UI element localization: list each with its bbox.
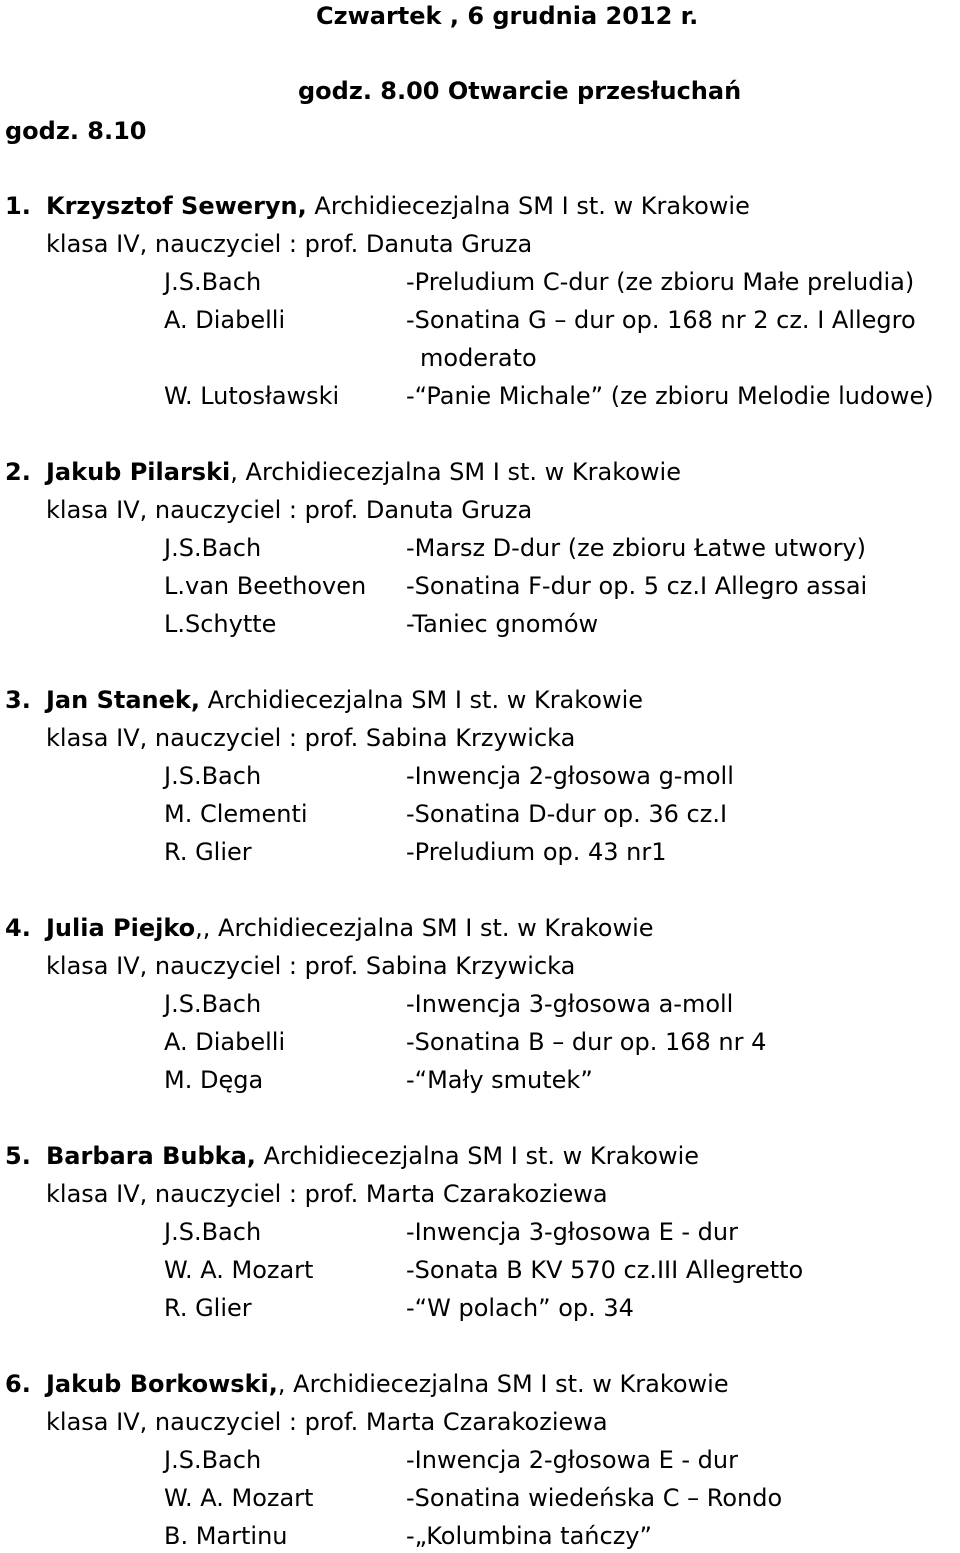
entry-number: 5.	[5, 1142, 31, 1170]
work-title: -“Mały smutek”	[406, 1066, 593, 1094]
repertoire-item	[0, 1521, 960, 1551]
school-name: Archidiecezjalna SM I st. w Krakowie	[199, 686, 644, 714]
repertoire-item	[0, 533, 960, 563]
work-title: -Preludium op. 43 nr1	[406, 838, 667, 866]
repertoire-item	[0, 989, 960, 1019]
repertoire-item	[0, 305, 960, 335]
work-title: -Inwencja 2-głosowa g-moll	[406, 762, 734, 790]
opening-time-heading: godz. 8.00 Otwarcie przesłuchań	[298, 77, 742, 105]
composer-name: A. Diabelli	[164, 306, 286, 334]
work-title: -Sonatina G – dur op. 168 nr 2 cz. I Allegro	[406, 306, 916, 334]
document-date-heading: Czwartek , 6 grudnia 2012 r.	[316, 2, 699, 30]
composer-name: J.S.Bach	[164, 268, 262, 296]
composer-name: M. Dęga	[164, 1066, 264, 1094]
performer-name: Jakub Pilarski	[46, 458, 231, 486]
repertoire-item	[0, 799, 960, 829]
work-title: -Inwencja 3-głosowa a-moll	[406, 990, 734, 1018]
entry-number: 3.	[5, 686, 31, 714]
repertoire-item-continuation	[0, 343, 960, 373]
work-title: -„Kolumbina tańczy”	[406, 1522, 652, 1550]
repertoire-item	[0, 837, 960, 867]
repertoire-item	[0, 267, 960, 297]
work-title: -Sonatina wiedeńska C – Rondo	[406, 1484, 783, 1512]
repertoire-item	[0, 1027, 960, 1057]
entry-number: 1.	[5, 192, 31, 220]
performer-name: Krzysztof Seweryn,	[46, 192, 307, 220]
work-title: moderato	[420, 344, 537, 372]
composer-name: A. Diabelli	[164, 1028, 286, 1056]
entry-number: 4.	[5, 914, 31, 942]
performer-name: Jan Stanek,	[46, 686, 200, 714]
teacher-line: klasa IV, nauczyciel : prof. Sabina Krzywicka	[46, 952, 576, 980]
teacher-line: klasa IV, nauczyciel : prof. Danuta Gruza	[46, 230, 533, 258]
repertoire-item	[0, 1065, 960, 1095]
repertoire-item	[0, 1445, 960, 1475]
entry-number: 2.	[5, 458, 31, 486]
work-title: -“W polach” op. 34	[406, 1294, 634, 1322]
composer-name: L.van Beethoven	[164, 572, 367, 600]
composer-name: W. Lutosławski	[164, 382, 340, 410]
performer-line	[46, 1369, 729, 1399]
teacher-line: klasa IV, nauczyciel : prof. Sabina Krzywicka	[46, 724, 576, 752]
work-title: -Preludium C-dur (ze zbioru Małe preludia)	[406, 268, 915, 296]
repertoire-item	[0, 761, 960, 791]
start-time-heading: godz. 8.10	[5, 117, 147, 145]
composer-name: W. A. Mozart	[164, 1484, 314, 1512]
school-name: Archidiecezjalna SM I st. w Krakowie	[306, 192, 750, 220]
performer-line	[46, 191, 750, 221]
work-title: -Inwencja 3-głosowa E - dur	[406, 1218, 738, 1246]
work-title: -Inwencja 2-głosowa E - dur	[406, 1446, 738, 1474]
composer-name: M. Clementi	[164, 800, 308, 828]
work-title: -Taniec gnomów	[406, 610, 599, 638]
work-title: -Sonatina F-dur op. 5 cz.I Allegro assai	[406, 572, 868, 600]
composer-name: R. Glier	[164, 838, 252, 866]
repertoire-item	[0, 571, 960, 601]
repertoire-item	[0, 1217, 960, 1247]
teacher-line: klasa IV, nauczyciel : prof. Marta Czarakoziewa	[46, 1408, 608, 1436]
work-title: -Sonata B KV 570 cz.III Allegretto	[406, 1256, 804, 1284]
performer-name: Jakub Borkowski,	[46, 1370, 278, 1398]
school-name: Archidiecezjalna SM I st. w Krakowie	[255, 1142, 700, 1170]
repertoire-item	[0, 381, 960, 411]
performer-line	[46, 913, 654, 943]
teacher-line: klasa IV, nauczyciel : prof. Marta Czarakoziewa	[46, 1180, 608, 1208]
repertoire-item	[0, 1255, 960, 1285]
repertoire-item	[0, 609, 960, 639]
work-title: -Marsz D-dur (ze zbioru Łatwe utwory)	[406, 534, 866, 562]
composer-name: L.Schytte	[164, 610, 277, 638]
school-name: , Archidiecezjalna SM I st. w Krakowie	[277, 1370, 729, 1398]
composer-name: J.S.Bach	[164, 1218, 262, 1246]
performer-name: Julia Piejko	[46, 914, 196, 942]
performer-line	[46, 1141, 699, 1171]
repertoire-item	[0, 1483, 960, 1513]
composer-name: B. Martinu	[164, 1522, 288, 1550]
composer-name: J.S.Bach	[164, 534, 262, 562]
composer-name: W. A. Mozart	[164, 1256, 314, 1284]
teacher-line: klasa IV, nauczyciel : prof. Danuta Gruza	[46, 496, 533, 524]
school-name: ,, Archidiecezjalna SM I st. w Krakowie	[195, 914, 654, 942]
work-title: -Sonatina D-dur op. 36 cz.I	[406, 800, 728, 828]
work-title: -“Panie Michale” (ze zbioru Melodie ludowe)	[406, 382, 934, 410]
performer-name: Barbara Bubka,	[46, 1142, 256, 1170]
school-name: , Archidiecezjalna SM I st. w Krakowie	[230, 458, 681, 486]
composer-name: J.S.Bach	[164, 990, 262, 1018]
composer-name: J.S.Bach	[164, 1446, 262, 1474]
work-title: -Sonatina B – dur op. 168 nr 4	[406, 1028, 767, 1056]
repertoire-item	[0, 1293, 960, 1323]
composer-name: J.S.Bach	[164, 762, 262, 790]
composer-name: R. Glier	[164, 1294, 252, 1322]
entry-number: 6.	[5, 1370, 31, 1398]
performer-line	[46, 685, 643, 715]
performer-line	[46, 457, 681, 487]
